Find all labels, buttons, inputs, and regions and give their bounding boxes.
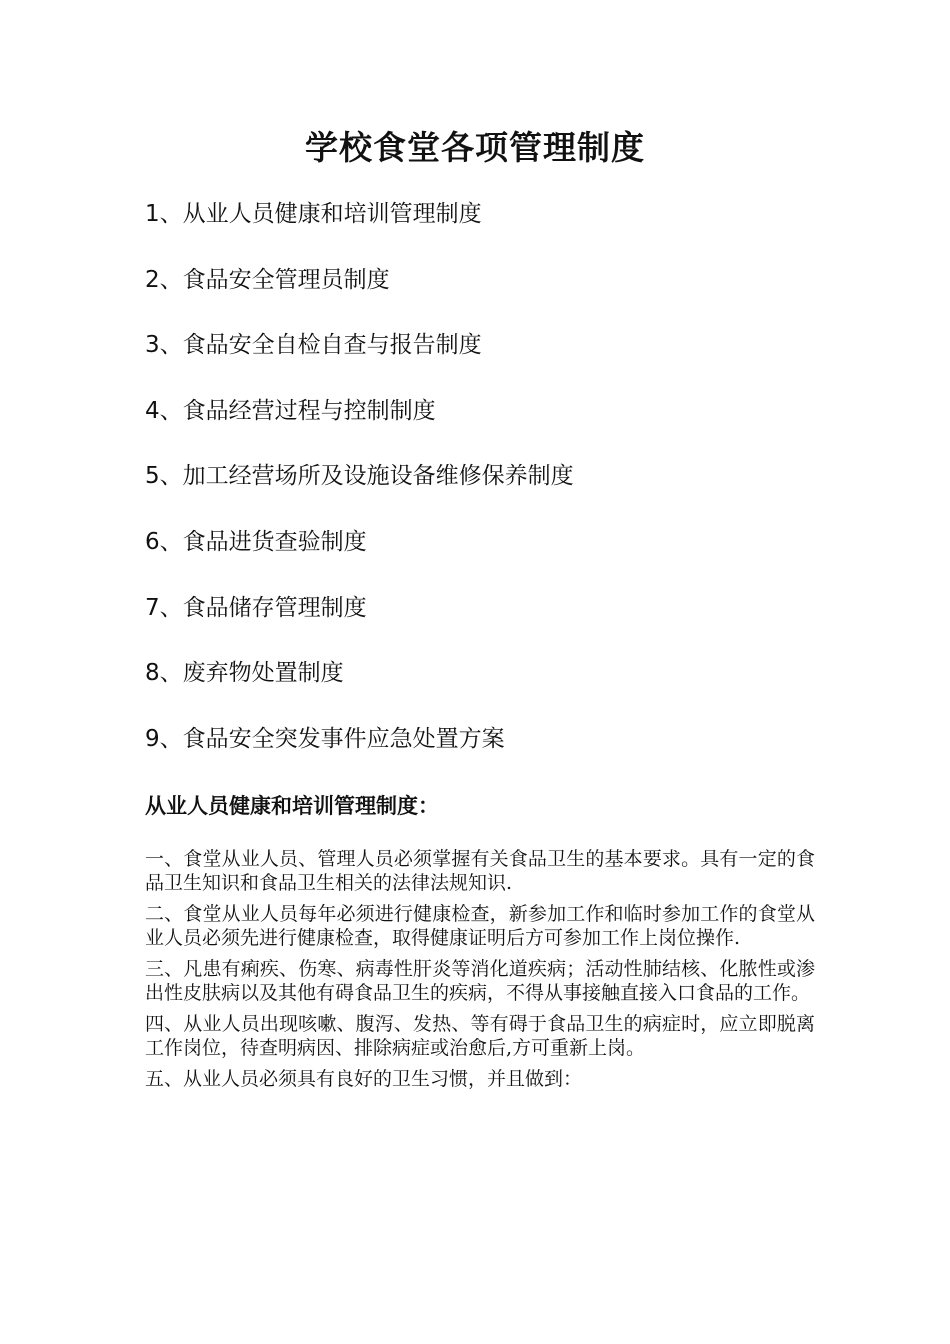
- toc-item: 6、食品进货查验制度: [145, 528, 367, 555]
- toc-item: 5、加工经营场所及设施设备维修保养制度: [145, 463, 574, 490]
- toc-item: 9、食品安全突发事件应急处置方案: [145, 725, 505, 752]
- toc-item: 8、废弃物处置制度: [145, 660, 344, 687]
- toc-item: 2、食品安全管理员制度: [145, 266, 390, 293]
- table-of-contents: [145, 196, 845, 786]
- paragraph: 四、从业人员出现咳嗽、腹泻、发热、等有碍于食品卫生的病症时，应立即脱离工作岗位，待查明病因、排除病症或治愈后,方可重新上岗。: [145, 1013, 815, 1059]
- section-body: [145, 848, 815, 1100]
- toc-item: 1、从业人员健康和培训管理制度: [145, 201, 482, 227]
- toc-item: 4、食品经营过程与控制制度: [145, 397, 436, 424]
- paragraph: 一、食堂从业人员、管理人员必须掌握有关食品卫生的基本要求。具有一定的食品卫生知识和食品卫生相关的法律法规知识.: [145, 848, 815, 894]
- toc-item: 3、食品安全自检自查与报告制度: [145, 332, 482, 359]
- toc-item: 7、食品储存管理制度: [145, 594, 367, 621]
- paragraph: 三、凡患有痢疾、伤寒、病毒性肝炎等消化道疾病；活动性肺结核、化脓性或渗出性皮肤病以及其他有碍食品卫生的疾病，不得从事接触直接入口食品的工作。: [145, 958, 815, 1004]
- section-heading: 从业人员健康和培训管理制度：: [145, 794, 439, 818]
- document-title: 学校食堂各项管理制度: [305, 128, 645, 167]
- paragraph: 五、从业人员必须具有良好的卫生习惯，并且做到：: [145, 1068, 583, 1090]
- paragraph: 二、食堂从业人员每年必须进行健康检查，新参加工作和临时参加工作的食堂从业人员必须先进行健康检查，取得健康证明后方可参加工作上岗位操作.: [145, 903, 815, 949]
